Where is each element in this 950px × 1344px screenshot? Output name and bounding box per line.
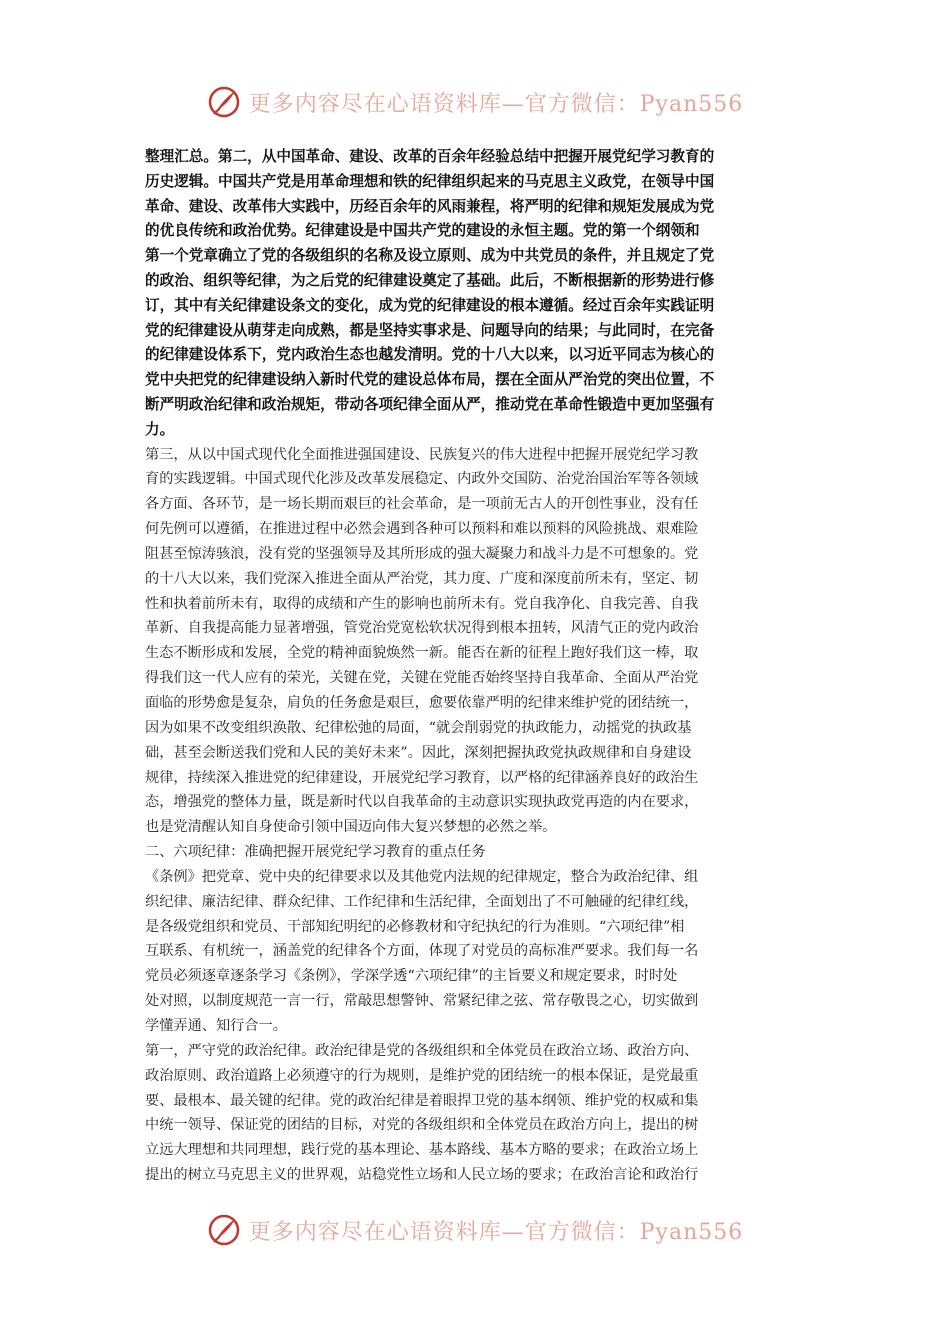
text-line: 织纪律、廉洁纪律、群众纪律、工作纪律和生活纪律，全面划出了不可触碰的纪律红线， <box>145 893 699 910</box>
text-line: 是各级党组织和党员、干部知纪明纪的必修教材和守纪执纪的行为准则。“六项纪律”相 <box>145 918 685 935</box>
text-line: 何先例可以遵循，在推进过程中必然会遇到各种可以预料和难以预料的风险挑战、艰难险 <box>145 521 699 538</box>
watermark-header <box>0 82 950 122</box>
text-line: 的优良传统和政治优势。纪律建设是中国共产党的建设的永恒主题。党的第一个纲领和 <box>145 222 700 240</box>
text-line: 第一个党章确立了党的各级组织的名称及设立原则、成为中共党员的条件，并且规定了党 <box>145 247 715 265</box>
text-line: 的十八大以来，我们党深入推进全面从严治党，其力度、广度和深度前所未有，坚定、韧 <box>145 570 699 587</box>
paragraph-six-disciplines <box>145 865 807 1039</box>
text-line: 党员必须逐章逐条学习《条例》，学深学透“六项纪律”的主旨要义和规定要求，时时处 <box>145 968 678 985</box>
document-body <box>145 145 807 1188</box>
text-line: 订，其中有关纪律建设条文的变化，成为党的纪律建设的根本遵循。经过百余年实践证明 <box>145 296 715 314</box>
text-line: 革命、建设、改革伟大实践中，历经百余年的风雨兼程，将严明的纪律和规矩发展成为党 <box>145 197 715 215</box>
text-line: 历史逻辑。中国共产党是用革命理想和铁的纪律组织起来的马克思主义政党，在领导中国 <box>145 172 715 190</box>
text-line: 育的实践逻辑。中国式现代化涉及改革发展稳定、内政外交国防、治党治国治军等各领域 <box>145 471 699 488</box>
text-line: 《条例》把党章、党中央的纪律要求以及其他党内法规的纪律规定，整合为政治纪律、组 <box>145 868 699 885</box>
text-line: 立远大理想和共同理想，践行党的基本理论、基本路线、基本方略的要求；在政治立场上 <box>145 1142 699 1159</box>
text-line: 因为如果不改变组织涣散、纪律松弛的局面，“就会削弱党的执政能力，动摇党的执政基 <box>145 719 692 736</box>
paragraph-history-logic <box>145 145 807 443</box>
text-line: 互联系、有机统一，涵盖党的纪律各个方面，体现了对党员的高标准严要求。我们每一名 <box>145 943 699 960</box>
feather-logo-icon <box>207 1213 241 1247</box>
text-line: 阻甚至惊涛骇浪，没有党的坚强领导及其所形成的强大凝聚力和战斗力是不可想象的。党 <box>145 545 699 562</box>
text-line: 也是党清醒认知自身使命引领中国迈向伟大复兴梦想的必然之举。 <box>145 819 557 836</box>
text-line: 第一，严守党的政治纪律。政治纪律是党的各级组织和全体党员在政治立场、政治方向、 <box>145 1042 699 1059</box>
watermark-text: 更多内容尽在心语资料库—官方微信：Pyan556 <box>248 91 744 117</box>
text-line: 的政治、组织等纪律，为之后党的纪律建设奠定了基础。此后，不断根据新的形势进行修 <box>145 271 715 289</box>
text-line: 第三，从以中国式现代化全面推进强国建设、民族复兴的伟大进程中把握开展党纪学习教 <box>145 446 699 463</box>
text-line: 规律，持续深入推进党的纪律建设，开展党纪学习教育，以严格的纪律涵养良好的政治生 <box>145 769 699 786</box>
text-line: 学懂弄通、知行合一。 <box>145 1017 287 1034</box>
text-line: 得我们这一代人应有的荣光，关键在党，关键在党能否始终坚持自我革命、全面从严治党 <box>145 670 699 687</box>
text-line: 中统一领导、保证党的团结的目标，对党的各级组织和全体党员在政治方向上，提出的树 <box>145 1117 699 1134</box>
text-line: 处对照，以制度规范一言一行，常敲思想警钟、常紧纪律之弦、常存敬畏之心，切实做到 <box>145 993 699 1010</box>
text-line: 整理汇总。第二，从中国革命、建设、改革的百余年经验总结中把握开展党纪学习教育的 <box>145 148 715 165</box>
section-heading: 二、六项纪律：准确把握开展党纪学习教育的重点任务 <box>145 844 486 861</box>
text-line: 性和执着前所未有，取得的成绩和产生的影响也前所未有。党自我净化、自我完善、自我 <box>145 595 699 612</box>
text-line: 力。 <box>145 420 175 438</box>
text-line: 提出的树立马克思主义的世界观，站稳党性立场和人民立场的要求；在政治言论和政治行 <box>145 1167 699 1184</box>
text-line: 革新、自我提高能力显著增强，管党治党宽松软状况得到根本扭转，风清气正的党内政治 <box>145 620 699 637</box>
text-line: 础，甚至会断送我们党和人民的美好未来”。因此，深刻把握执政党执政规律和自身建设 <box>145 744 692 761</box>
text-line: 政治原则、政治道路上必须遵守的行为规则，是维护党的团结统一的根本保证，是党最重 <box>145 1067 699 1084</box>
text-line: 面临的形势愈是复杂，肩负的任务愈是艰巨，愈要依靠严明的纪律来维护党的团结统一， <box>145 695 699 711</box>
text-line: 断严明政治纪律和政治规矩，带动各项纪律全面从严，推动党在革命性锻造中更加坚强有 <box>145 395 715 413</box>
watermark-text: 更多内容尽在心语资料库—官方微信：Pyan556 <box>248 1219 744 1245</box>
paragraph-political-discipline <box>145 1039 807 1188</box>
text-line: 态，增强党的整体力量，既是新时代以自我革命的主动意识实现执政党再造的内在要求， <box>145 794 699 811</box>
feather-logo-icon <box>207 85 241 119</box>
text-line: 要、最根本、最关键的纪律。党的政治纪律是着眼捍卫党的基本纲领、维护党的权威和集 <box>145 1092 699 1109</box>
watermark-footer <box>0 1210 950 1250</box>
text-line: 党中央把党的纪律建设纳入新时代党的建设总体布局，摆在全面从严治党的突出位置，不 <box>145 371 715 389</box>
text-line: 党的纪律建设从萌芽走向成熟，都是坚持实事求是、问题导向的结果；与此同时，在完备 <box>145 321 715 339</box>
text-line: 生态不断形成和发展，全党的精神面貌焕然一新。能否在新的征程上跑好我们这一棒，取 <box>145 645 699 662</box>
paragraph-practice-logic <box>145 443 807 841</box>
text-line: 的纪律建设体系下，党内政治生态也越发清明。党的十八大以来，以习近平同志为核心的 <box>145 346 715 364</box>
text-line: 各方面、各环节，是一场长期而艰巨的社会革命，是一项前无古人的开创性事业，没有任 <box>145 496 699 513</box>
